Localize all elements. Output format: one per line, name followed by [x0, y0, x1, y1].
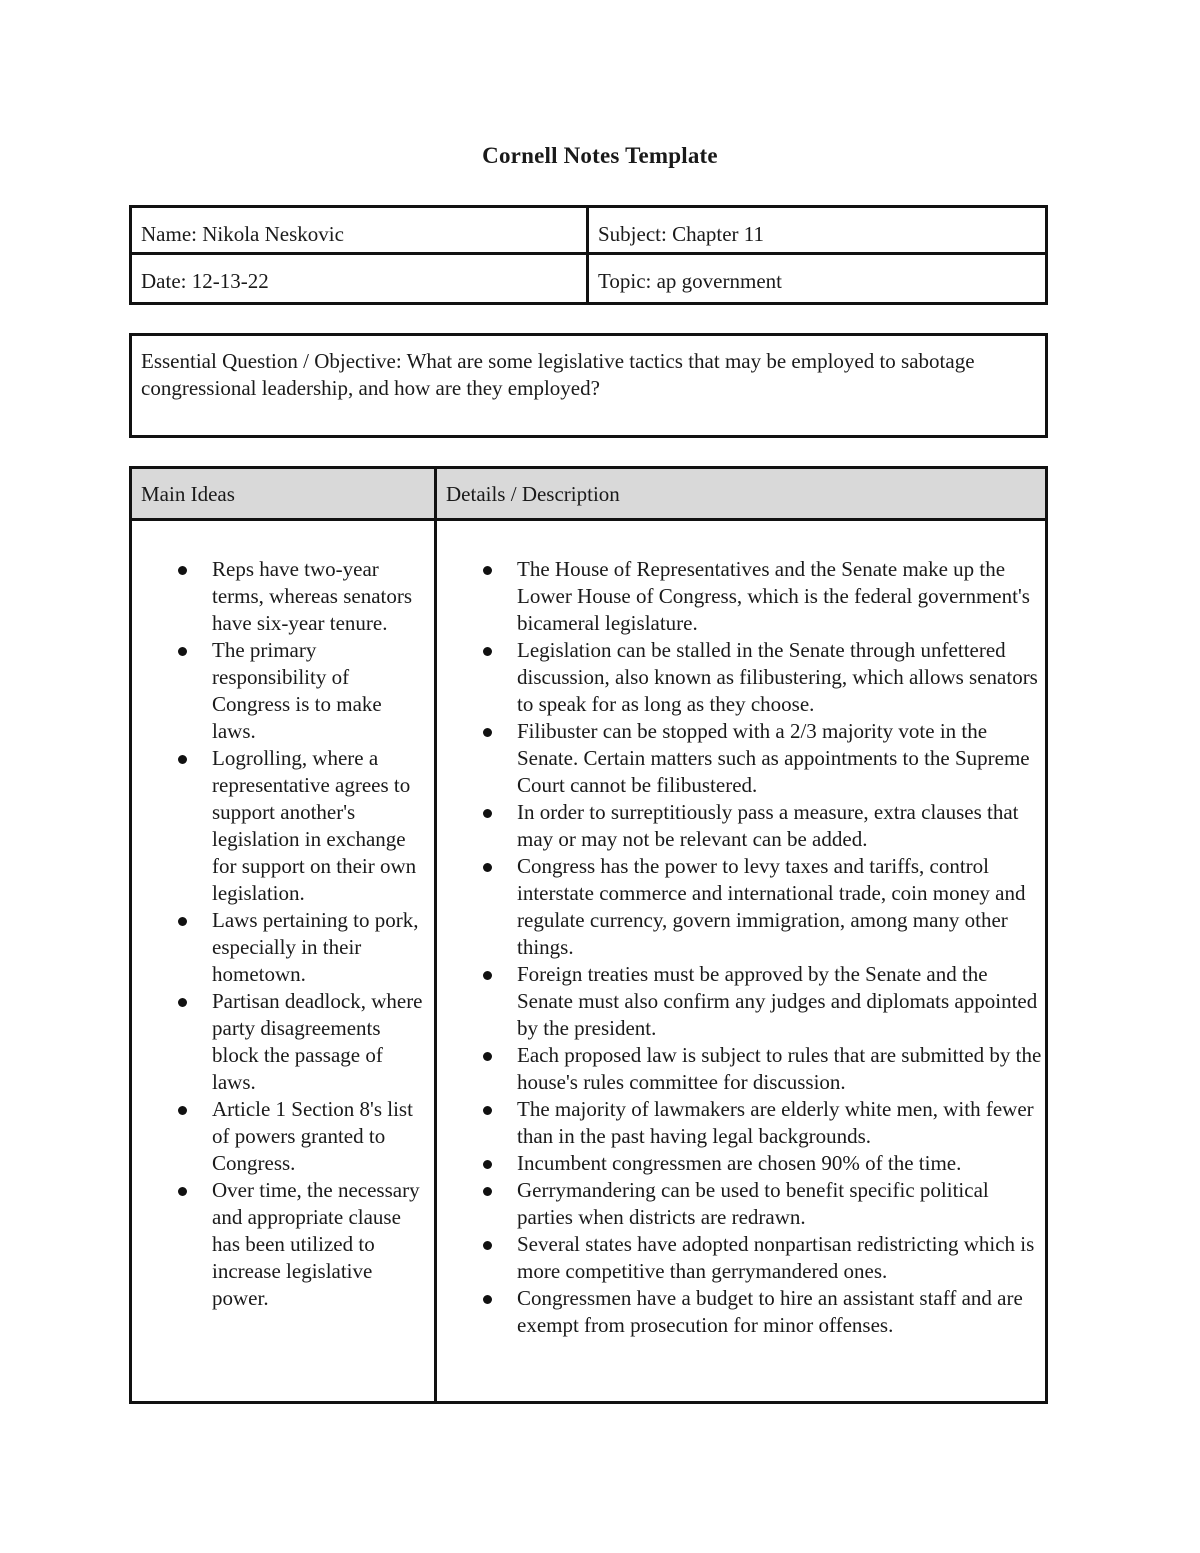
main-idea-item	[178, 556, 428, 637]
detail-item	[483, 961, 1043, 1042]
bullet-icon	[483, 863, 492, 872]
bullet-icon	[178, 566, 187, 575]
main-idea-item	[178, 637, 428, 745]
main-idea-text: Logrolling, where a representative agrees to support another's legislation in exchange for support on their own legislation.	[212, 746, 417, 905]
detail-item	[483, 799, 1043, 853]
topic-field: Topic: ap government	[598, 269, 782, 293]
name-field: Name: Nikola Neskovic	[132, 208, 589, 255]
bullet-icon	[178, 1106, 187, 1115]
detail-text: Congress has the power to levy taxes and tariffs, control interstate commerce and international trade, coin money and regulate currency, govern immigration, among many other things.	[517, 854, 1026, 959]
detail-text: Incumbent congressmen are chosen 90% of the time.	[517, 1151, 962, 1175]
bullet-icon	[483, 971, 492, 980]
detail-item	[483, 1042, 1043, 1096]
bullet-icon	[178, 647, 187, 656]
detail-item	[483, 1177, 1043, 1231]
bullet-icon	[483, 1160, 492, 1169]
detail-text: The House of Representatives and the Senate make up the Lower House of Congress, which is the federal government's bicameral legislature.	[517, 557, 1030, 635]
detail-text: Foreign treaties must be approved by the Senate and the Senate must also confirm any judges and diplomats appointed by the president.	[517, 962, 1038, 1040]
detail-item	[483, 853, 1043, 961]
bullet-icon	[178, 917, 187, 926]
bullet-icon	[483, 1295, 492, 1304]
detail-item	[483, 1150, 1043, 1177]
main-idea-item	[178, 907, 428, 988]
bullet-icon	[483, 728, 492, 737]
bullet-icon	[483, 1106, 492, 1115]
detail-item	[483, 1285, 1043, 1339]
bullet-icon	[178, 998, 187, 1007]
main-idea-text: The primary responsibility of Congress is to make laws.	[212, 638, 382, 743]
details-column	[483, 556, 1043, 1339]
detail-item	[483, 718, 1043, 799]
detail-text: In order to surreptitiously pass a measure, extra clauses that may or may not be relevant can be added.	[517, 800, 1019, 851]
page-title: Cornell Notes Template	[482, 143, 718, 168]
detail-item	[483, 556, 1043, 637]
main-ideas-column	[178, 556, 428, 1312]
detail-text: Several states have adopted nonpartisan redistricting which is more competitive than gerrymandered ones.	[517, 1232, 1035, 1283]
bullet-icon	[483, 647, 492, 656]
bullet-icon	[483, 566, 492, 575]
main-ideas-list	[178, 556, 428, 1312]
details-header: Details / Description	[446, 482, 620, 506]
main-idea-item	[178, 988, 428, 1096]
detail-text: Congressmen have a budget to hire an assistant staff and are exempt from prosecution for minor offenses.	[517, 1286, 1023, 1337]
essential-question: Essential Question / Objective: What are some legislative tactics that may be employed to sabotage congressional leadership, and how are they employed?	[129, 333, 1048, 438]
detail-item	[483, 637, 1043, 718]
bullet-icon	[178, 755, 187, 764]
bullet-icon	[483, 809, 492, 818]
main-idea-item	[178, 745, 428, 907]
bullet-icon	[483, 1241, 492, 1250]
date-field: Date: 12-13-22	[132, 255, 589, 302]
column-divider	[434, 469, 437, 1401]
details-list	[483, 556, 1043, 1339]
main-idea-text: Over time, the necessary and appropriate clause has been utilized to increase legislative power.	[212, 1178, 420, 1310]
main-idea-text: Laws pertaining to pork, especially in their hometown.	[212, 908, 419, 986]
main-idea-item	[178, 1177, 428, 1312]
notes-header-row	[132, 469, 1045, 521]
notes-table	[129, 466, 1048, 1404]
detail-item	[483, 1096, 1043, 1150]
detail-text: The majority of lawmakers are elderly white men, with fewer than in the past having legal backgrounds.	[517, 1097, 1034, 1148]
detail-text: Each proposed law is subject to rules that are submitted by the house's rules committee for discussion.	[517, 1043, 1042, 1094]
detail-text: Filibuster can be stopped with a 2/3 majority vote in the Senate. Certain matters such as appointments to the Supreme Court cannot be filibustered.	[517, 719, 1030, 797]
subject-field: Subject: Chapter 11	[589, 208, 1045, 255]
main-idea-text: Partisan deadlock, where party disagreements block the passage of laws.	[212, 989, 423, 1094]
bullet-icon	[178, 1187, 187, 1196]
main-idea-text: Article 1 Section 8's list of powers granted to Congress.	[212, 1097, 413, 1175]
bullet-icon	[483, 1052, 492, 1061]
main-idea-text: Reps have two-year terms, whereas senators have six-year tenure.	[212, 557, 413, 635]
detail-text: Gerrymandering can be used to benefit specific political parties when districts are redrawn.	[517, 1178, 989, 1229]
detail-item	[483, 1231, 1043, 1285]
main-ideas-header: Main Ideas	[141, 482, 235, 506]
detail-text: Legislation can be stalled in the Senate through unfettered discussion, also known as filibustering, which allows senators to speak for as long as they choose.	[517, 638, 1038, 716]
bullet-icon	[483, 1187, 492, 1196]
info-table	[129, 205, 1048, 305]
main-idea-item	[178, 1096, 428, 1177]
